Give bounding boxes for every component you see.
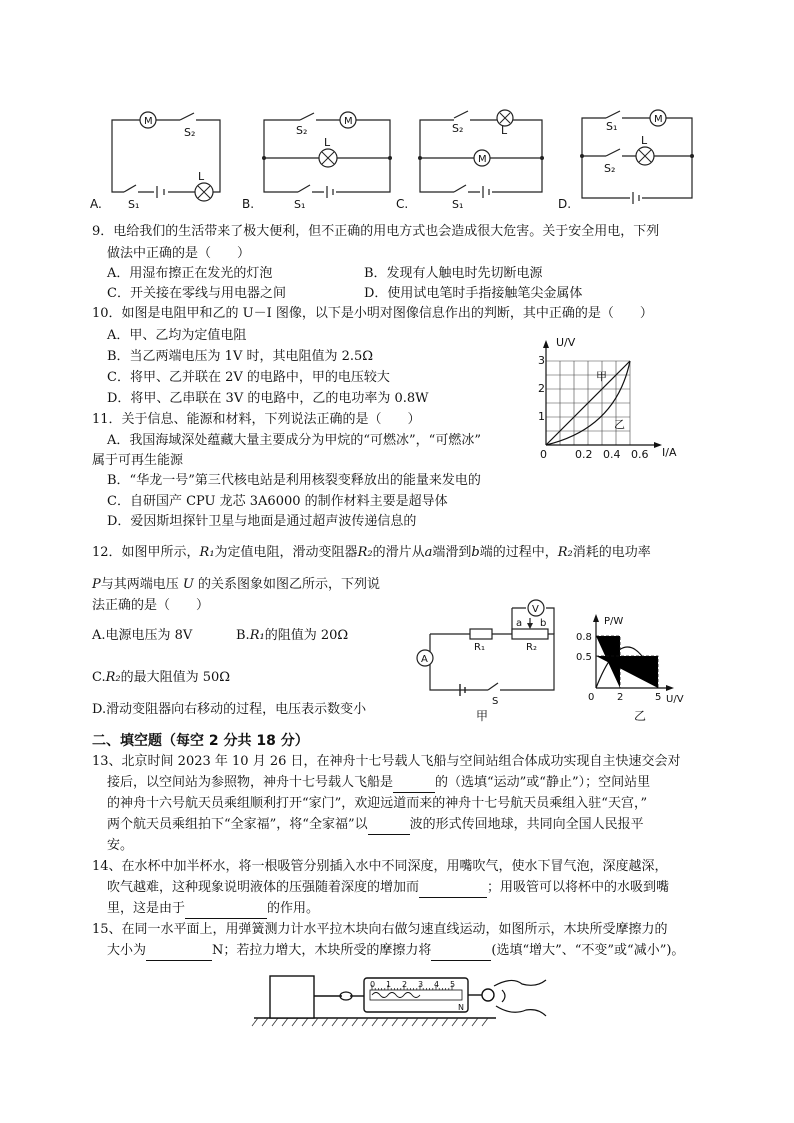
svg-text:L: L bbox=[324, 136, 331, 149]
y-tick: 1 bbox=[538, 410, 545, 423]
motor-label-a: M bbox=[144, 116, 153, 127]
q14-line1: 14、在水杯中加半杯水，将一根吸管分别插入水中不同深度，用嘴吹气，使水下冒气泡，深度越深， bbox=[92, 859, 668, 874]
q14-line2: 吹气越难，这种现象说明液体的压强随着深度的增加而 ；用吸管可以将杯中的水吸到嘴 bbox=[107, 878, 669, 898]
svg-text:S₂: S₂ bbox=[604, 162, 616, 175]
q15-blank-2[interactable] bbox=[431, 946, 491, 961]
option-c-label: C. bbox=[396, 197, 409, 211]
q13-line2: 接后，以空间站为参照物，神舟十七号载人飞船是 的（选填“运动”或“静止”）；空间站里 bbox=[107, 773, 650, 793]
q13-line1: 13、北京时间 2023 年 10 月 26 日，在神舟十七号载人飞船与空间站组合体成功实现自主快速交会对 bbox=[92, 754, 681, 769]
q11-option-a-cont: 属于可再生能源 bbox=[92, 453, 184, 468]
section-title-fill-in: 二、填空题（每空 2 分共 18 分） bbox=[92, 733, 309, 749]
svg-text:S₁: S₁ bbox=[452, 198, 464, 211]
q15-line1: 15、在同一水平面上，用弹簧测力计水平拉木块向右做匀速直线运动，如图所示，木块所受摩擦力的 bbox=[92, 922, 668, 937]
svg-text:P/W: P/W bbox=[604, 616, 624, 627]
circuit-jia-svg bbox=[412, 592, 562, 724]
option-a-label: A. bbox=[90, 197, 102, 211]
svg-text:4: 4 bbox=[434, 980, 440, 989]
q9-option-a[interactable]: A．用湿布擦正在发光的灯泡 bbox=[107, 266, 273, 281]
q14-line3: 里，这是由于 的作用。 bbox=[107, 899, 319, 919]
q9-stem-line1: 9．电给我们的生活带来了极大便利，但不正确的用电方式也会造成很大危害。关于安全用电，下列 bbox=[92, 224, 660, 239]
q15-blank-1[interactable] bbox=[146, 946, 212, 961]
power-voltage-graph bbox=[570, 612, 700, 724]
ammeter-label: A bbox=[421, 654, 428, 665]
svg-text:M: M bbox=[344, 116, 353, 127]
svg-text:3: 3 bbox=[418, 980, 424, 989]
q12-option-a[interactable]: A.电源电压为 8V bbox=[92, 628, 193, 643]
x-tick: 0.6 bbox=[631, 448, 649, 461]
q10-option-d[interactable]: D．将甲、乙串联在 3V 的电路中，乙的电功率为 0.8W bbox=[107, 391, 429, 406]
svg-text:L: L bbox=[198, 170, 205, 183]
q12-option-c[interactable]: C.R₂的最大阻值为 50Ω bbox=[92, 670, 231, 685]
q15-line2: 大小为 N；若拉力增大，木块所受的摩擦力将 (选填“增大”、“不变”或“减小”)。 bbox=[107, 941, 684, 961]
q13-blank-2[interactable] bbox=[368, 820, 410, 835]
q10-ui-chart bbox=[530, 332, 690, 462]
q12-stem-line3: 法正确的是（ ） bbox=[92, 598, 210, 613]
q13-line3: 的神舟十六号航天员乘组顺利打开“家门”，欢迎远道而来的神舟十七号航天员乘组入驻“天宫，” bbox=[107, 796, 648, 811]
q15-spring-scale-figure bbox=[250, 966, 550, 1032]
q9-option-d[interactable]: D．使用试电笔时手指接触笔尖金属体 bbox=[364, 286, 583, 301]
q14-blank-2[interactable] bbox=[185, 904, 267, 919]
series-yi-label: 乙 bbox=[614, 418, 625, 431]
q12-stem-line1: 12．如图甲所示，R₁为定值电阻，滑动变阻器R₂的滑片从a端滑到b端的过程中，R₂消耗的电功率 bbox=[92, 545, 651, 560]
q13-blank-1[interactable] bbox=[393, 778, 435, 793]
svg-text:S₂: S₂ bbox=[184, 126, 196, 139]
svg-text:M: M bbox=[478, 154, 487, 165]
y-tick: 2 bbox=[538, 382, 545, 395]
q11-option-c[interactable]: C．自研国产 CPU 龙芯 3A6000 的制作材料主要是超导体 bbox=[107, 494, 448, 509]
svg-text:R₁: R₁ bbox=[474, 642, 485, 653]
svg-text:S₁: S₁ bbox=[294, 198, 306, 211]
q8-circuits bbox=[80, 100, 720, 220]
q12-option-d[interactable]: D.滑动变阻器向右移动的过程，电压表示数变小 bbox=[92, 702, 367, 717]
svg-text:R₂: R₂ bbox=[526, 642, 537, 653]
q10-stem: 10．如图是电阻甲和乙的 U－I 图像，以下是小明对图像信息作出的判断，其中正确的是（ ） bbox=[92, 306, 653, 321]
figure-caption-jia: 甲 bbox=[476, 709, 489, 723]
q11-stem: 11．关于信息、能源和材料，下列说法正确的是（ ） bbox=[92, 412, 421, 427]
svg-text:S₂: S₂ bbox=[296, 124, 308, 137]
y-tick: 3 bbox=[538, 354, 545, 367]
series-jia-label: 甲 bbox=[596, 370, 607, 383]
svg-text:S₁: S₁ bbox=[606, 120, 618, 133]
q10-option-a[interactable]: A．甲、乙均为定值电阻 bbox=[107, 328, 247, 343]
svg-text:N: N bbox=[458, 1003, 464, 1012]
y-axis-label: U/V bbox=[556, 336, 576, 349]
q8-circuit-figure bbox=[80, 100, 720, 220]
q10-option-b[interactable]: B．当乙两端电压为 1V 时，其电阻值为 2.5Ω bbox=[107, 349, 374, 364]
option-d-label: D. bbox=[558, 197, 572, 211]
svg-text:M: M bbox=[654, 114, 663, 125]
q12-stem-line2: P与其两端电压 U 的关系图象如图乙所示，下列说 bbox=[92, 577, 381, 592]
block-and-spring-scale bbox=[250, 966, 550, 1032]
wooden-block bbox=[270, 976, 314, 1018]
svg-text:S₁: S₁ bbox=[128, 198, 140, 211]
q9-option-c[interactable]: C．开关接在零线与用电器之间 bbox=[107, 286, 286, 301]
svg-text:5: 5 bbox=[450, 980, 456, 989]
svg-text:1: 1 bbox=[386, 980, 392, 989]
option-b-label: B. bbox=[242, 197, 255, 211]
x-tick: 0.4 bbox=[603, 448, 621, 461]
q13-line5: 安。 bbox=[107, 838, 134, 853]
q9-stem-line2: 做法中正确的是（ ） bbox=[107, 246, 251, 261]
q12-graph-yi bbox=[570, 612, 700, 724]
svg-text:0.8: 0.8 bbox=[576, 632, 592, 643]
q9-option-b[interactable]: B．发现有人触电时先切断电源 bbox=[364, 266, 543, 281]
svg-text:S₂: S₂ bbox=[452, 122, 464, 135]
svg-text:0: 0 bbox=[370, 980, 376, 989]
svg-text:S: S bbox=[492, 696, 499, 707]
q14-blank-1[interactable] bbox=[419, 883, 487, 898]
q12-option-b[interactable]: B.R₁的阻值为 20Ω bbox=[236, 628, 349, 643]
svg-text:0.5: 0.5 bbox=[576, 652, 592, 663]
x-tick: 0 bbox=[540, 448, 547, 461]
svg-text:5: 5 bbox=[655, 692, 662, 703]
svg-text:L: L bbox=[501, 124, 508, 137]
svg-text:2: 2 bbox=[402, 980, 408, 989]
svg-text:L: L bbox=[641, 134, 648, 147]
svg-text:U/V: U/V bbox=[666, 694, 684, 705]
q11-option-b[interactable]: B．“华龙一号”第三代核电站是利用核裂变释放出的能量来发电的 bbox=[107, 473, 481, 488]
q11-option-d[interactable]: D．爱因斯坦探针卫星与地面是通过超声波传递信息的 bbox=[107, 514, 417, 529]
hand-icon bbox=[494, 980, 546, 1016]
ui-graph-svg bbox=[530, 332, 690, 462]
svg-text:2: 2 bbox=[617, 692, 624, 703]
figure-caption-yi: 乙 bbox=[634, 709, 647, 723]
svg-text:b: b bbox=[540, 618, 547, 629]
q12-circuit-jia bbox=[412, 592, 562, 724]
q10-option-c[interactable]: C．将甲、乙并联在 2V 的电路中，甲的电压较大 bbox=[107, 370, 390, 385]
svg-text:a: a bbox=[516, 618, 523, 629]
x-axis-label: I/A bbox=[662, 446, 677, 459]
svg-text:0: 0 bbox=[588, 692, 595, 703]
q13-line4: 两个航天员乘组拍下“全家福”，将“全家福”以 波的形式传回地球，共同向全国人民报平 bbox=[107, 815, 644, 835]
q11-option-a[interactable]: A．我国海域深处蕴藏大量主要成分为甲烷的“可燃冰”，“可燃冰” bbox=[107, 433, 481, 448]
x-tick: 0.2 bbox=[575, 448, 593, 461]
voltmeter-label: V bbox=[532, 604, 539, 615]
